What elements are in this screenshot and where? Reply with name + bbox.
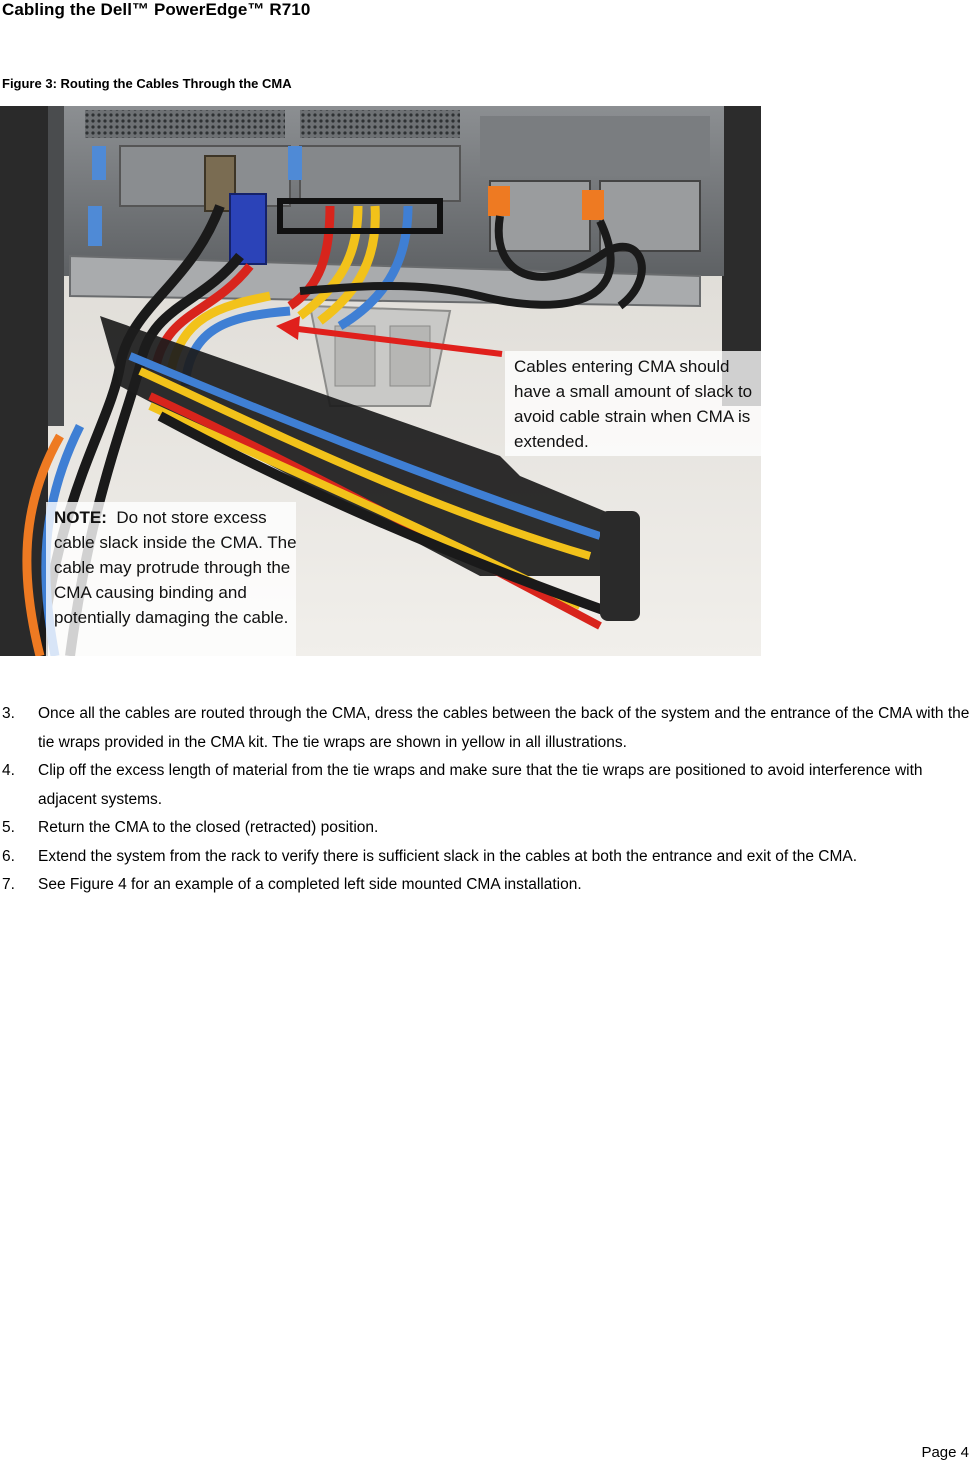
vga-connector <box>230 194 266 264</box>
step-number: 6. <box>2 847 15 865</box>
step-number: 7. <box>2 876 15 893</box>
step-number: 4. <box>2 762 15 779</box>
note-text: Do not store excess cable slack inside the CMA. The cable may protrude through the CMA causing binding and potentially damaging the cable. <box>54 508 297 627</box>
step-text: Return the CMA to the closed (retracted) position. <box>38 819 379 836</box>
step-item <box>0 700 975 757</box>
step-text: Clip off the excess length of material from the tie wraps and make sure that the tie wraps are positioned to avoid interference with adjacent systems. <box>38 762 923 808</box>
page-number: Page 4 <box>921 1444 969 1461</box>
step-number: 3. <box>2 705 15 722</box>
step-item <box>0 871 975 900</box>
page-header-title: Cabling the Dell™ PowerEdge™ R710 <box>2 0 311 19</box>
step-item <box>0 757 975 814</box>
callout-note <box>54 505 304 630</box>
instruction-steps <box>0 700 975 900</box>
step-text: See Figure 4 for an example of a completed left side mounted CMA installation. <box>38 876 582 893</box>
step-item <box>0 814 975 843</box>
callout-cable-slack: Cables entering CMA should have a small amount of slack to avoid cable strain when CMA is extended. <box>514 357 753 451</box>
step-item <box>0 843 975 872</box>
step-text: Extend the system from the rack to verify there is sufficient slack in the cables at both the entrance and exit of the CMA. <box>38 847 858 865</box>
figure-caption: Figure 3: Routing the Cables Through the CMA <box>2 76 292 91</box>
step-text: Once all the cables are routed through the CMA, dress the cables between the back of the system and the entrance of the CMA with the tie wraps provided in the CMA kit. The tie wraps are shown in yellow in all illustrations. <box>38 705 970 751</box>
note-label: NOTE: <box>54 508 107 527</box>
step-number: 5. <box>2 819 15 836</box>
